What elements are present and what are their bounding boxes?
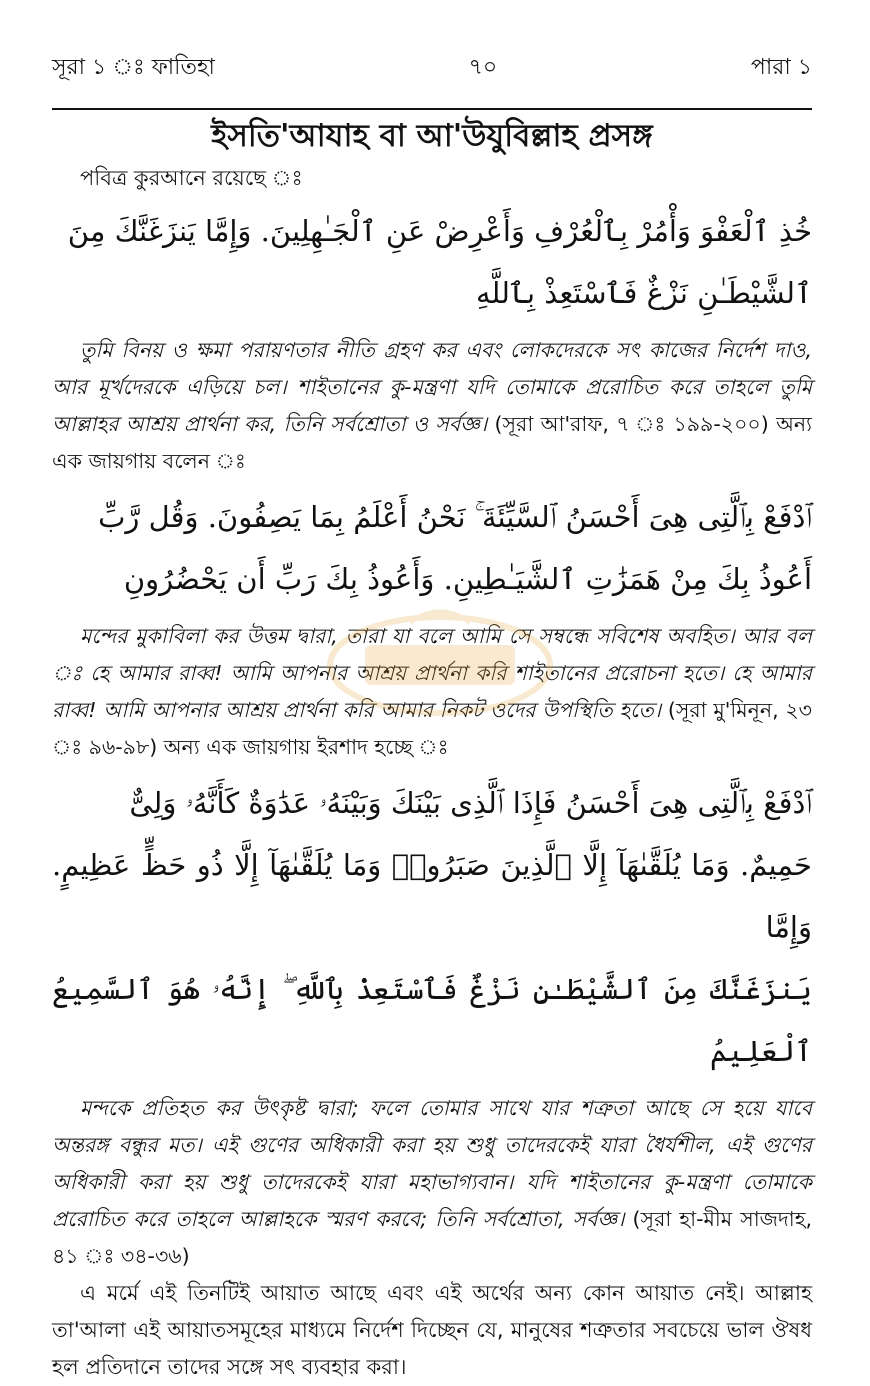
arabic-line: ٱدْفَعْ بِٱلَّتِى هِىَ أَحْسَنُ ٱلسَّيِّئَةَ ۚ نَحْنُ أَعْلَمُ بِمَا يَصِفُونَ. وَقُل رَّبِّ [98, 500, 812, 534]
intro-text: পবিত্র কুরআনে রয়েছে ঃ [80, 166, 303, 190]
arabic-line: ٱدْفَعْ بِٱلَّتِى هِىَ أَحْسَنُ فَإِذَا ٱلَّذِى بَيْنَكَ وَبَيْنَهُۥ عَدَٰوَةٌ كَأَنَّهُۥ وَلِىٌّ [129, 786, 812, 820]
translation-2 [52, 618, 812, 766]
section-title: ইসতি'আযাহ বা আ'উযুবিল্লাহ প্রসঙ্গ [211, 118, 653, 154]
arabic-verse-2 [52, 486, 812, 610]
closing-paragraph [52, 1275, 812, 1386]
arabic-line: خُذِ ٱلْعَفْوَ وَأْمُرْ بِٱلْعُرْفِ وَأَعْرِضْ عَنِ ٱلْجَـٰهِلِينَ. وَإِمَّا يَنزَغَنَّكَ مِنَ [67, 214, 812, 248]
arabic-line: حَمِيمٌ. وَمَا يُلَقَّىٰهَآ إِلَّا ٱلَّذِينَ صَبَرُوا۟ وَمَا يُلَقَّىٰهَآ إِلَّا ذُو حَظٍّ عَظِيمٍ. وَإِمَّا [52, 848, 812, 944]
reference-text: (সূরা হা-মীম সাজদাহ, ৪১ ঃ ৩৪-৩৬) [52, 1207, 812, 1268]
arabic-line: ٱلشَّيْطَـٰنِ نَزْغٌ فَٱسْتَعِذْ بِٱللَّهِ [475, 276, 812, 310]
closing-text: এ মর্মে এই তিনটিই আয়াত আছে এবং এই অর্থের অন্য কোন আয়াত নেই। আল্লাহ তা'আলা এই আয়াতসমূহের মাধ্যমে নির্দেশ দিচ্ছেন যে, মানুষের শত্রুতার সবচেয়ে ভাল ঔষধ হল প্রতিদানে তাদের সঙ্গে সৎ ব্যবহার করা। [52, 1281, 812, 1379]
header-para: পারা ১ [750, 54, 812, 80]
arabic-verse-3 [52, 772, 812, 1082]
translation-1 [52, 332, 812, 480]
translation-text: মন্দকে প্রতিহত কর উৎকৃষ্ট দ্বারা; ফলে তোমার সাথে যার শত্রুতা আছে সে হয়ে যাবে অন্তরঙ্গ বন্ধুর মত। এই গুণের অধিকারী করা হয় শুধু তাদেরকেই যারা ধৈর্যশীল, এই গুণের অধিকারী করা হয় শুধু তাদেরকেই যারা মহাভাগ্যবান। যদি শাইতানের কু-মন্ত্রণা তোমাকে প্ররোচিত করে তাহলে আল্লাহকে স্মরণ করবে; তিনি সর্বশ্রোতা, সর্বজ্ঞ। [52, 1096, 812, 1231]
translation-3 [52, 1090, 812, 1275]
translation-text: তুমি বিনয় ও ক্ষমা পরায়ণতার নীতি গ্রহণ কর এবং লোকদেরকে সৎ কাজের নির্দেশ দাও, আর মূর্খদেরকে এড়িয়ে চল। শাইতানের কু-মন্ত্রণা যদি তোমাকে প্ররোচিত করে তাহলে তুমি আল্লাহর আশ্রয় প্রার্থনা কর, তিনি সর্বশ্রোতা ও সর্বজ্ঞ। [52, 338, 812, 436]
page-number: ৭০ [468, 54, 498, 80]
arabic-verse-1 [52, 200, 812, 324]
reference-text: (সূরা আ'রাফ, ৭ ঃ ১৯৯-২০০) অন্য এক জায়গায় বলেন ঃ [52, 412, 812, 473]
arabic-line: يَنزَغَنَّكَ مِنَ ٱلشَّيْطَـٰنِ نَزْغٌ فَٱسْتَعِذْ بِٱللَّهِ ۖ إِنَّهُۥ هُوَ ٱلسَّمِيعُ ٱلْعَلِيمُ [52, 972, 812, 1068]
book-page [52, 48, 812, 1386]
arabic-line: أَعُوذُ بِكَ مِنْ هَمَزَٰتِ ٱلشَّيَـٰطِينِ. وَأَعُوذُ بِكَ رَبِّ أَن يَحْضُرُونِ [123, 562, 812, 596]
translation-text: মন্দের মুকাবিলা কর উত্তম দ্বারা, তারা যা বলে আমি সে সম্বন্ধে সবিশেষ অবহিত। আর বল ঃ হে আমার রাব্ব! আমি আপনার আশ্রয় প্রার্থনা করি শাইতানের প্ররোচনা হতে। হে আমার রাব্ব! আমি আপনার আশ্রয় প্রার্থনা করি আমার নিকট ওদের উপস্থিতি হতে। [52, 624, 812, 722]
reference-text: (সূরা মু'মিনূন, ২৩ ঃ ৯৬-৯৮) অন্য এক জায়গায় ইরশাদ হচ্ছে ঃ [52, 698, 812, 759]
running-header [52, 48, 812, 110]
header-surah: সূরা ১ ঃ ফাতিহা [52, 54, 215, 80]
